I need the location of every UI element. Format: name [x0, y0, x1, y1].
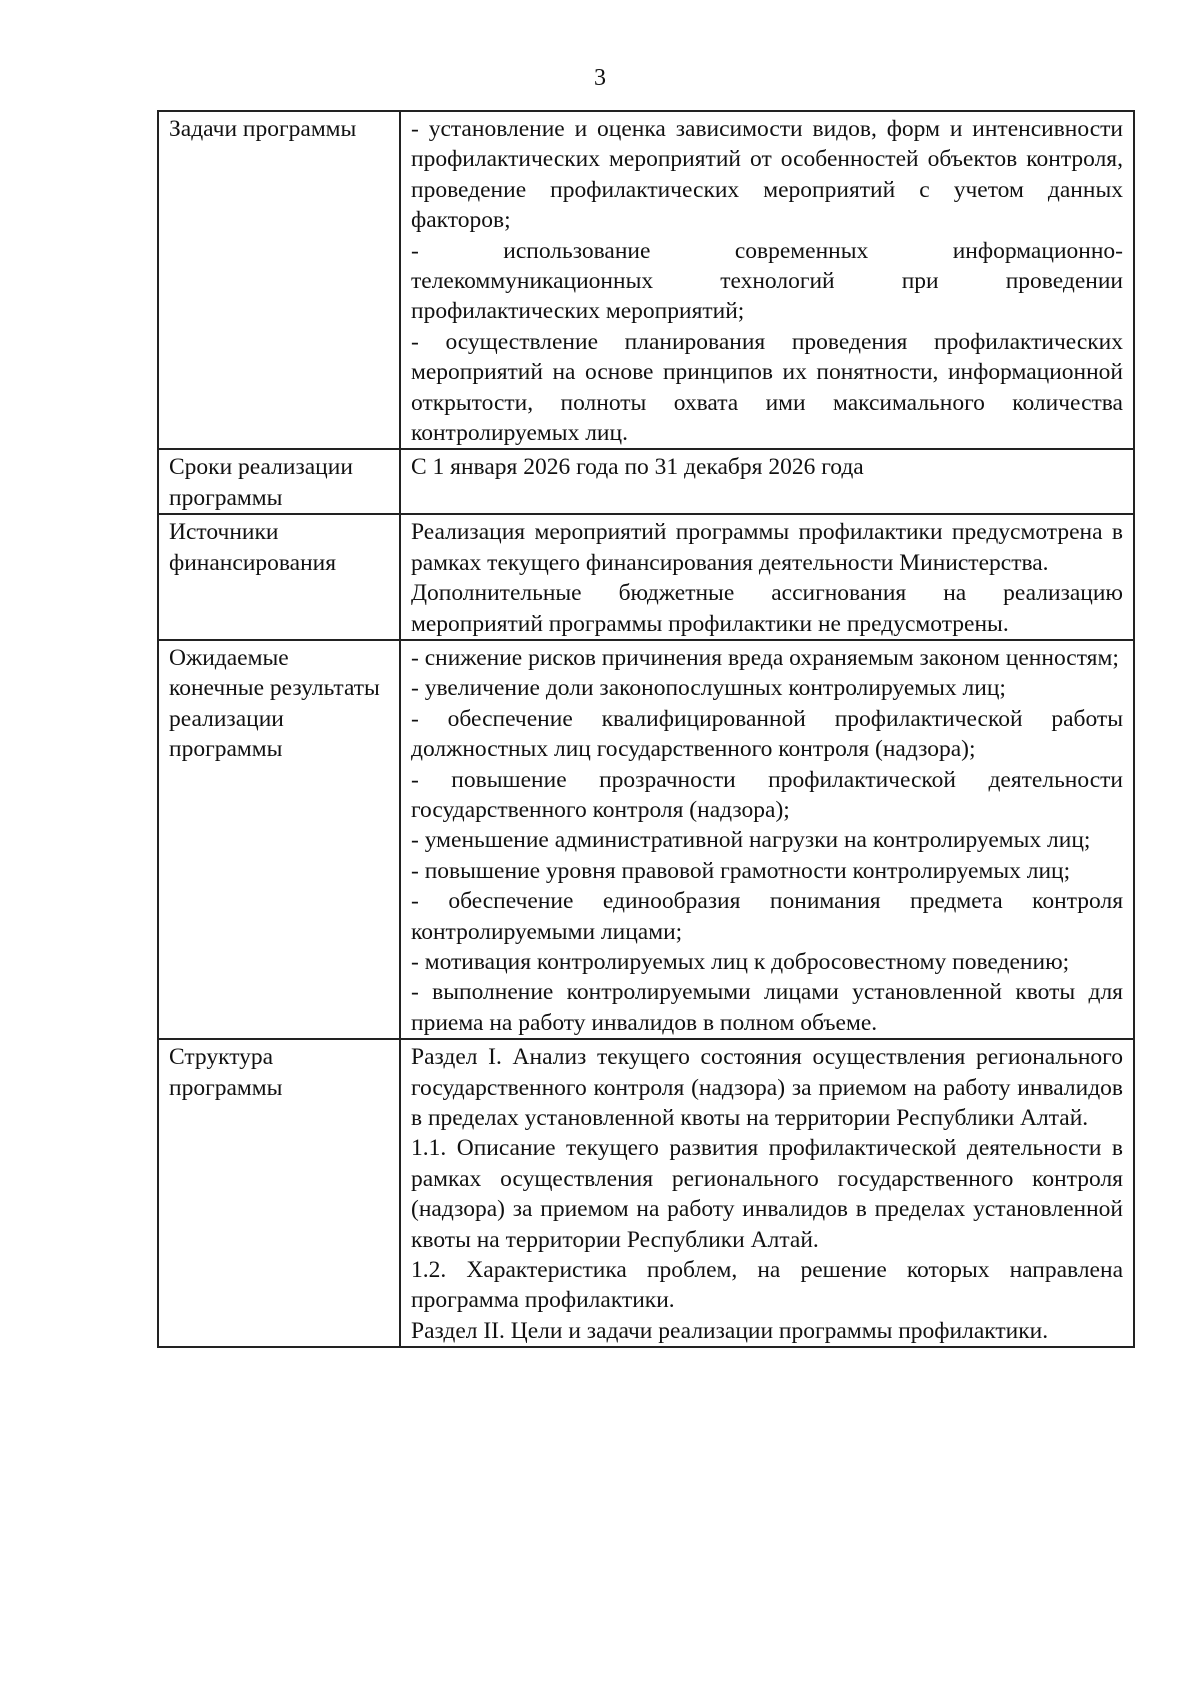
- content-paragraph: Реализация мероприятий программы профилактики предусмотрена в рамках текущего финансирования деятельности Министерства.: [411, 519, 1123, 576]
- row-label: Сроки реализации программы: [169, 454, 353, 511]
- row-label-cell: [158, 111, 400, 449]
- content-paragraph: - установление и оценка зависимости видов, форм и интенсивности профилактических мероприятий от особенностей объектов контроля, проведение профилактических мероприятий с учетом данных факторов;: [411, 116, 1123, 234]
- content-paragraph: - повышение уровня правовой грамотности контролируемых лиц;: [411, 857, 1071, 884]
- content-paragraph: - обеспечение единообразия понимания предмета контроля контролируемыми лицами;: [411, 888, 1123, 945]
- content-paragraph: - использование современных информационно-телекоммуникационных технологий при проведении профилактических мероприятий;: [411, 237, 1123, 325]
- row-content-cell: [400, 514, 1134, 640]
- row-label-cell: [158, 640, 400, 1039]
- content-paragraph: Раздел II. Цели и задачи реализации программы профилактики.: [411, 1317, 1049, 1344]
- content-paragraph: Раздел I. Анализ текущего состояния осуществления регионального государственного контроля (надзора) за приемом на работу инвалидов в пределах установленной квоты на территории Республики Алтай.: [411, 1044, 1123, 1131]
- row-content-cell: [400, 640, 1134, 1039]
- content-paragraph: Дополнительные бюджетные ассигнования на реализацию мероприятий программы профилактики не предусмотрены.: [411, 580, 1123, 637]
- content-paragraph: - мотивация контролируемых лиц к добросовестному поведению;: [411, 948, 1070, 975]
- content-paragraph: - увеличение доли законопослушных контролируемых лиц;: [411, 675, 1006, 702]
- table-row-expected-results: [158, 640, 1134, 1039]
- content-paragraph: 1.2. Характеристика проблем, на решение которых направлена программа профилактики.: [411, 1257, 1123, 1314]
- table-row-structure: [158, 1039, 1134, 1347]
- row-label: Структура программы: [169, 1044, 283, 1101]
- content-paragraph: - уменьшение административной нагрузки на контролируемых лиц;: [411, 827, 1091, 854]
- content-paragraph: - повышение прозрачности профилактической деятельности государственного контроля (надзора);: [411, 766, 1123, 823]
- row-content-cell: [400, 111, 1134, 449]
- row-label-cell: [158, 449, 400, 514]
- content-paragraph: - снижение рисков причинения вреда охраняемым законом ценностям;: [411, 644, 1119, 671]
- content-paragraph: - обеспечение квалифицированной профилактической работы должностных лиц государственного контроля (надзора);: [411, 705, 1123, 763]
- content-paragraph: С 1 января 2026 года по 31 декабря 2026 года: [411, 454, 864, 481]
- table-row-funding: [158, 514, 1134, 640]
- table-row-timeline: [158, 449, 1134, 514]
- row-content-cell: [400, 449, 1134, 514]
- content-paragraph: - выполнение контролируемыми лицами установленной квоты для приема на работу инвалидов в полном объеме.: [411, 979, 1123, 1036]
- row-label: Источники финансирования: [169, 519, 337, 576]
- program-passport-table: [157, 110, 1135, 1348]
- row-label: Задачи программы: [169, 116, 357, 142]
- table-row-tasks: [158, 111, 1134, 449]
- row-label: Ожидаемые конечные результаты реализации программы: [169, 644, 380, 763]
- content-paragraph: - осуществление планирования проведения профилактических мероприятий на основе принципов их понятности, информационной открытости, полноты охвата ими максимального количества контролируемых лиц.: [411, 328, 1123, 447]
- content-paragraph: 1.1. Описание текущего развития профилактической деятельности в рамках осуществления регионального государственного контроля (надзора) за приемом на работу инвалидов в пределах установленной квоты на территории Республики Алтай.: [411, 1135, 1123, 1253]
- page-number: 3: [594, 65, 606, 91]
- row-label-cell: [158, 514, 400, 640]
- row-label-cell: [158, 1039, 400, 1347]
- row-content-cell: [400, 1039, 1134, 1347]
